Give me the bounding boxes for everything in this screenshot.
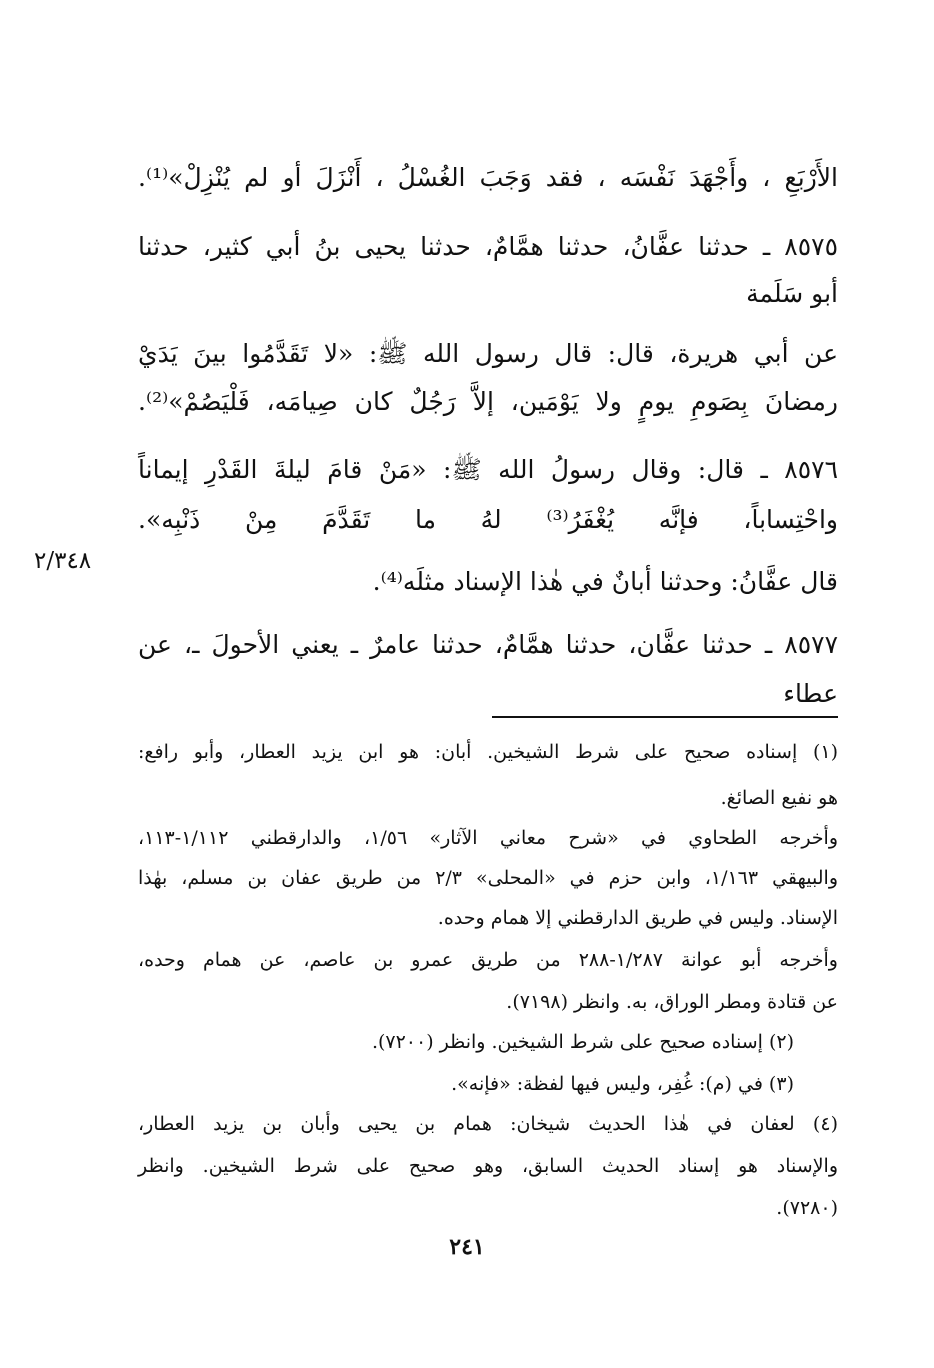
main-text-line: واحْتِساباً، فإنَّه يُغْفَرُ⁽³⁾ لهُ ما تَقَدَّمَ مِنْ ذَنْبِه». (138, 505, 838, 534)
main-text-line: عن أبي هريرة، قال: قال رسول الله ﷺ: «لا تَقَدَّمُوا بينَ يَدَيْ (138, 339, 838, 368)
footnote-line: (٢) إسناده صحيح على شرط الشيخين. وانظر (٧٢٠٠). (371, 1031, 794, 1053)
page-number: ٢٤١ (449, 1234, 485, 1260)
main-text-line: ٨٥٧٥ ـ حدثنا عفَّانُ، حدثنا همَّامٌ، حدثنا يحيى بنُ أبي كثير، حدثنا (138, 232, 838, 261)
main-text-line: رمضانَ بِصَومِ يومٍ ولا يَوْمَين، إلاَّ رَجُلٌ كان صِيامَه، فَلْيَصُمْ»⁽²⁾. (138, 387, 838, 416)
margin-volume-page-note: ٢/٣٤٨ (34, 548, 92, 574)
main-text-line: عطاء (783, 679, 838, 708)
footnote-line: وأخرجه أبو عوانة ١/٢٨٧-٢٨٨ من طريق عمرو بن عاصم، عن همام وحده، (138, 949, 838, 971)
footnote-line: هو نفيع الصائغ. (720, 787, 838, 809)
footnote-line: والبيهقي ١/١٦٣، وابن حزم في «المحلى» ٢/٣ من طريق عفان بن مسلم، بهٰذا (138, 867, 838, 889)
footnote-line: والإسناد هو إسناد الحديث السابق، وهو صحيح على شرط الشيخين. وانظر (138, 1155, 838, 1177)
footnote-separator (492, 716, 838, 718)
main-text-line: ٨٥٧٧ ـ حدثنا عفَّان، حدثنا همَّامٌ، حدثنا عامرٌ ـ يعني الأحولَ ـ، عن (138, 630, 838, 659)
footnote-line: (١) إسناده صحيح على شرط الشيخين. أبان: هو ابن يزيد العطار، وأبو رافع: (138, 741, 838, 763)
footnote-line: الإسناد. وليس في طريق الدارقطني إلا همام وحده. (437, 907, 838, 929)
footnote-line: (٣) في (م): غُفِر، وليس فيها لفظة: «فإنه». (451, 1073, 794, 1095)
footnote-line: (٧٢٨٠). (776, 1197, 838, 1219)
main-text-line: قال عفَّانُ: وحدثنا أبانٌ في هٰذا الإسناد مثلَه⁽⁴⁾. (372, 567, 838, 596)
footnote-line: (٤) لعفان في هٰذا الحديث شيخان: همام بن يحيى وأبان بن يزيد العطار، (138, 1113, 838, 1135)
main-text-line: ٨٥٧٦ ـ قال: وقال رسولُ الله ﷺ: «مَنْ قامَ ليلةَ القَدْرِ إيماناً (138, 455, 838, 484)
footnote-line: وأخرجه الطحاوي في «شرح معاني الآثار» ١/٥٦، والدارقطني ١/١١٢-١١٣، (138, 827, 838, 849)
footnote-line: عن قتادة ومطر الوراق، به. وانظر (٧١٩٨). (506, 991, 838, 1013)
main-text-line: الأَرْبَعِ ، وأَجْهَدَ نَفْسَه ، فقد وَجَبَ الغُسْلُ ، أَنْزَلَ أو لم يُنْزِلْ»⁽¹⁾. (138, 163, 838, 192)
main-text-line: أبو سَلَمة (746, 279, 838, 308)
